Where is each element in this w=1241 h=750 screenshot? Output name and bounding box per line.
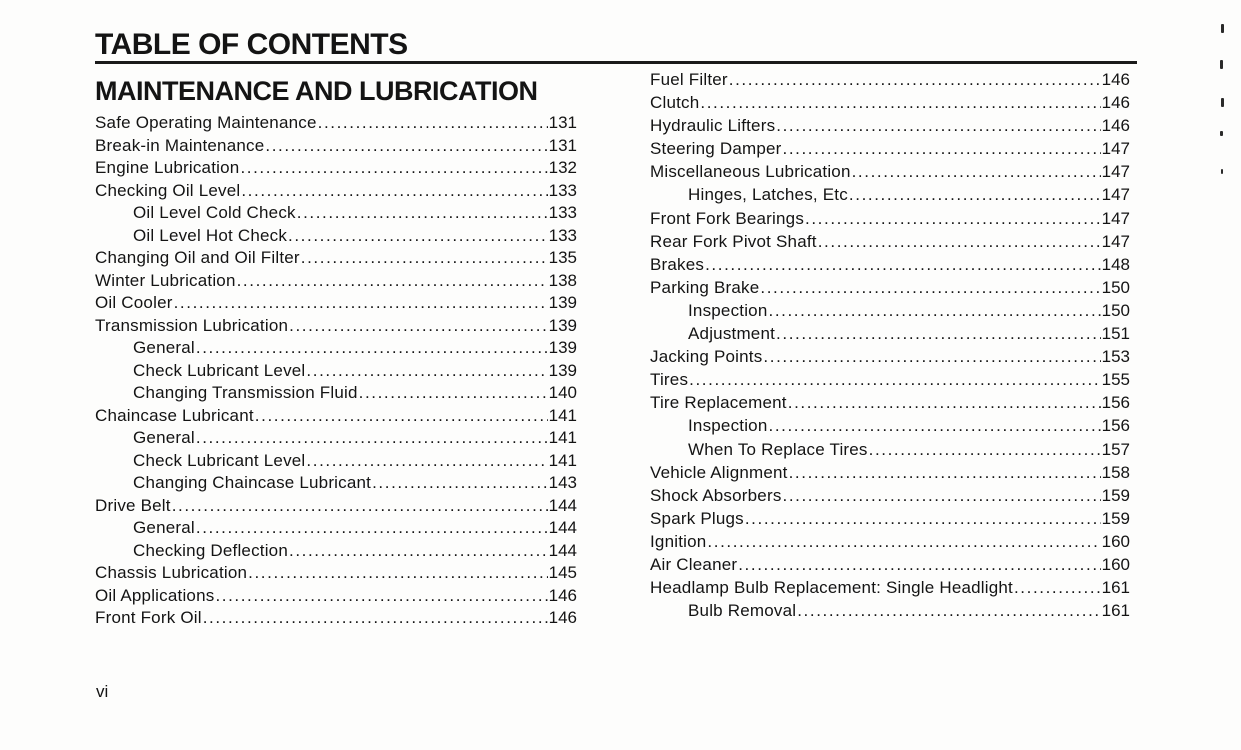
toc-entry-page: 141 [548,405,577,425]
toc-entry-label: Parking Brake [650,277,760,297]
toc-dot-leader [265,135,547,158]
toc-entry-label: Chassis Lubrication [95,563,248,582]
toc-dot-leader [255,405,548,428]
toc-entry [95,540,577,563]
toc-entry [650,322,1130,345]
toc-entry-page: 141 [548,450,577,470]
toc-entry-label: Fuel Filter [650,70,728,89]
toc-dot-leader [248,562,547,585]
toc-entry-label: Brakes [650,254,705,274]
toc-entry-page: 145 [548,563,577,582]
toc-entry-page: 156 [1101,393,1130,413]
toc-dot-leader [306,360,547,383]
toc-entry-page: 139 [548,360,577,380]
toc-entry [650,276,1130,299]
toc-entry [95,202,577,225]
toc-entry [650,114,1130,137]
toc-entry-label: Hydraulic Lifters [650,116,776,136]
toc-entry-page: 144 [548,495,577,515]
toc-entry [650,160,1130,183]
toc-entry-label: Spark Plugs [650,508,744,528]
page-title: TABLE OF CONTENTS [95,28,408,61]
toc-entry-label: Bulb Removal [688,601,797,621]
toc-entry [95,135,577,158]
toc-entry [650,530,1130,553]
toc-entry [650,507,1130,530]
toc-entry [650,68,1130,91]
toc-entry [95,607,577,630]
toc-entry [95,112,577,135]
toc-entry [650,461,1130,484]
toc-entry-page: 161 [1101,601,1130,621]
toc-entry-label: Oil Level Hot Check [133,225,288,245]
toc-dot-leader [172,495,548,518]
toc-dot-leader [318,112,548,135]
toc-entry-page: 143 [548,473,577,492]
toc-entry-page: 153 [1101,347,1130,367]
toc-entry-label: Front Fork Oil [95,608,202,627]
toc-entry-label: Jacking Points [650,347,763,367]
scan-artifact [1221,24,1224,33]
toc-entry-page: 147 [1101,139,1130,159]
toc-entry-page: 146 [1101,93,1130,113]
toc-entry [95,405,577,428]
toc-entry-page: 144 [548,540,577,560]
toc-entry-label: Break-in Maintenance [95,135,265,155]
toc-entry-page: 161 [1101,578,1130,598]
toc-dot-leader [783,484,1101,507]
toc-entry [95,450,577,473]
toc-entry [95,495,577,518]
toc-dot-leader [788,391,1101,414]
toc-entry [650,183,1130,206]
toc-entry [95,292,577,315]
toc-entry-label: Oil Level Cold Check [133,203,296,222]
toc-entry-label: Drive Belt [95,495,171,515]
toc-entry [95,517,577,540]
toc-entry-page: 140 [548,383,577,402]
toc-entry-page: 133 [548,203,577,222]
toc-entry-page: 150 [1101,300,1130,320]
toc-entry-label: Air Cleaner [650,554,738,574]
scan-artifact [1220,131,1223,136]
toc-dot-leader [240,157,547,180]
toc-entry-label: Checking Oil Level [95,180,241,200]
toc-entry [650,391,1130,414]
toc-entry-page: 133 [548,180,577,200]
toc-dot-leader [203,607,548,630]
toc-dot-leader [297,202,548,225]
toc-entry [650,599,1130,622]
toc-entry [650,91,1130,114]
toc-entry-page: 158 [1101,462,1130,482]
toc-entry-label: Clutch [650,93,700,113]
toc-dot-leader [241,180,547,203]
toc-entry-page: 139 [548,338,577,357]
title-underline-rule [95,61,1137,64]
toc-entry-page: 135 [548,248,577,267]
toc-entry-label: Winter Lubrication [95,270,236,290]
toc-entry-page: 157 [1101,439,1130,459]
toc-entry-page: 147 [1101,208,1130,228]
toc-entry [95,157,577,180]
toc-entry-page: 141 [548,428,577,447]
toc-entry-page: 146 [1101,116,1130,136]
toc-entry-label: General [133,338,195,357]
toc-entry [95,472,577,495]
toc-dot-leader [760,276,1100,299]
toc-entry-page: 159 [1101,508,1130,528]
toc-dot-leader [196,427,548,450]
toc-dot-leader [372,472,548,495]
toc-dot-leader [289,540,548,563]
toc-entry-label: Adjustment [688,324,776,344]
toc-dot-leader [306,450,547,473]
toc-entry-label: General [133,428,195,447]
toc-dot-leader [705,253,1101,276]
toc-entry [650,299,1130,322]
toc-entry-label: Headlamp Bulb Replacement: Single Headlight [650,578,1013,598]
toc-entry [95,360,577,383]
toc-entry-label: Transmission Lubrication [95,315,289,335]
toc-entry [95,337,577,360]
toc-entry-page: 156 [1101,416,1130,436]
toc-entry-label: Miscellaneous Lubrication [650,162,851,182]
toc-dot-leader [289,315,547,338]
toc-dot-leader [797,599,1100,622]
toc-entry [650,230,1130,253]
toc-entry-page: 150 [1101,277,1130,297]
toc-dot-leader [237,270,548,293]
toc-entry-label: Checking Deflection [133,540,288,560]
toc-entry [650,345,1130,368]
toc-entry-page: 147 [1101,185,1130,205]
toc-entry [95,270,577,293]
toc-entry [650,576,1130,599]
toc-dot-leader [301,247,548,270]
toc-entry-label: When To Replace Tires [688,439,868,459]
toc-entry-page: 160 [1101,531,1130,551]
page-number: vi [96,682,109,701]
toc-entry-label: General [133,518,195,537]
toc-entry-label: Changing Transmission Fluid [133,383,358,402]
toc-dot-leader [689,368,1100,391]
toc-dot-leader [789,461,1101,484]
toc-dot-leader [729,68,1101,91]
toc-entry-page: 146 [1101,70,1130,89]
toc-entry-label: Inspection [688,416,768,436]
toc-entry [650,137,1130,160]
toc-entry-label: Engine Lubrication [95,158,240,177]
scan-artifact [1220,60,1223,69]
toc-dot-leader [288,225,548,248]
scan-artifact [1221,169,1223,174]
toc-entry-label: Steering Damper [650,139,782,159]
toc-entry [95,225,577,248]
toc-column-left [95,112,577,630]
toc-entry-label: Inspection [688,300,768,320]
toc-entry-label: Front Fork Bearings [650,208,805,228]
toc-entry-label: Hinges, Latches, Etc [688,185,848,205]
toc-dot-leader [783,137,1101,160]
toc-dot-leader [805,207,1101,230]
toc-dot-leader [776,322,1101,345]
toc-dot-leader [700,91,1100,114]
toc-entry-page: 139 [548,293,577,312]
toc-entry-page: 133 [548,225,577,245]
toc-entry-page: 132 [548,158,577,177]
section-heading: MAINTENANCE AND LUBRICATION [95,76,538,106]
toc-dot-leader [215,585,547,608]
toc-entry-page: 151 [1101,324,1130,344]
toc-entry [95,562,577,585]
toc-entry-page: 146 [548,608,577,627]
toc-dot-leader [196,517,548,540]
toc-dot-leader [763,345,1100,368]
toc-entry-label: Safe Operating Maintenance [95,113,317,132]
toc-entry-page: 147 [1101,231,1130,251]
toc-entry [650,553,1130,576]
toc-dot-leader [869,438,1101,461]
toc-dot-leader [359,382,548,405]
toc-dot-leader [174,292,548,315]
toc-dot-leader [852,160,1101,183]
toc-entry-label: Vehicle Alignment [650,462,788,482]
toc-dot-leader [1014,576,1101,599]
toc-entry-label: Oil Applications [95,585,215,605]
toc-entry-page: 155 [1101,370,1130,390]
toc-entry-page: 147 [1101,162,1130,182]
toc-entry-label: Shock Absorbers [650,485,782,505]
toc-entry [650,414,1130,437]
toc-entry-label: Ignition [650,531,707,551]
toc-dot-leader [738,553,1100,576]
toc-entry-page: 139 [548,315,577,335]
toc-entry-page: 131 [548,135,577,155]
toc-entry-page: 160 [1101,554,1130,574]
toc-entry [95,427,577,450]
toc-entry [650,438,1130,461]
toc-entry-label: Check Lubricant Level [133,450,306,470]
toc-entry-label: Oil Cooler [95,293,173,312]
toc-dot-leader [707,530,1100,553]
toc-entry-label: Tires [650,370,689,390]
toc-entry [95,247,577,270]
toc-entry-page: 131 [548,113,577,132]
toc-entry-label: Tire Replacement [650,393,787,413]
toc-dot-leader [196,337,548,360]
toc-entry [650,484,1130,507]
toc-entry-label: Changing Chaincase Lubricant [133,473,372,492]
toc-entry [650,207,1130,230]
toc-entry-label: Changing Oil and Oil Filter [95,248,300,267]
toc-entry [650,253,1130,276]
toc-dot-leader [776,114,1100,137]
toc-entry-label: Check Lubricant Level [133,360,306,380]
toc-entry [650,368,1130,391]
toc-dot-leader [849,183,1101,206]
toc-entry-page: 138 [548,270,577,290]
scan-artifact [1221,98,1224,107]
toc-dot-leader [745,507,1101,530]
toc-entry-label: Chaincase Lubricant [95,405,254,425]
toc-entry-page: 144 [548,518,577,537]
toc-dot-leader [769,299,1101,322]
toc-dot-leader [769,414,1101,437]
toc-entry-page: 148 [1101,254,1130,274]
toc-entry-page: 159 [1101,485,1130,505]
toc-entry [95,180,577,203]
toc-entry [95,315,577,338]
toc-entry [95,382,577,405]
toc-dot-leader [818,230,1101,253]
toc-entry-label: Rear Fork Pivot Shaft [650,231,817,251]
toc-entry [95,585,577,608]
toc-entry-page: 146 [548,585,577,605]
toc-column-right [650,68,1130,622]
